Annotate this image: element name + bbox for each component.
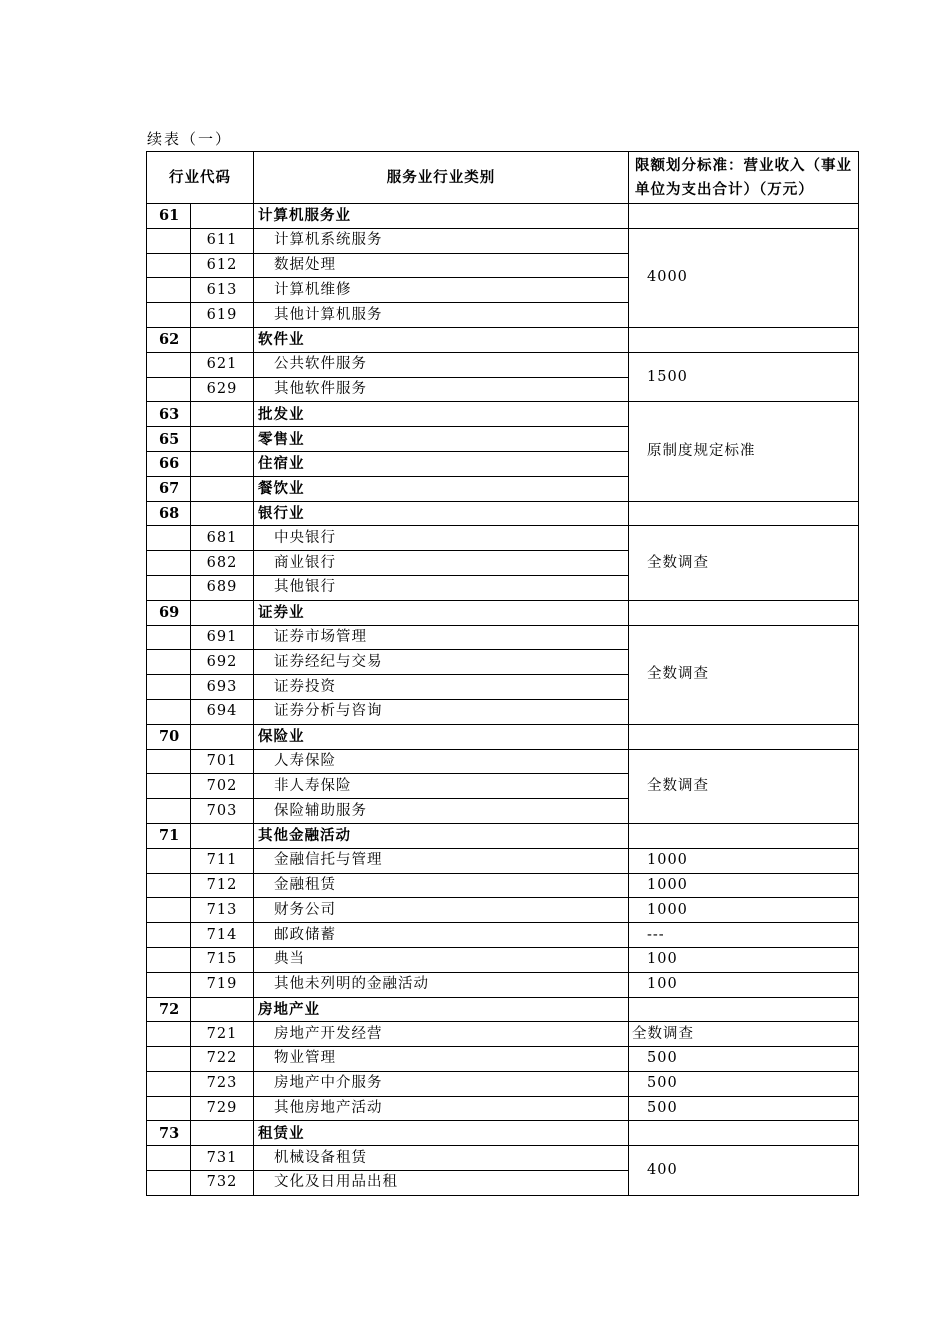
minor-code: 731 (191, 1146, 254, 1171)
threshold-value (629, 600, 859, 625)
minor-code: 689 (191, 575, 254, 600)
category-name: 银行业 (254, 501, 629, 526)
category-name: 其他未列明的金融活动 (254, 972, 629, 997)
threshold-value: 500 (629, 1071, 859, 1096)
threshold-value (629, 327, 859, 352)
table-row (147, 526, 859, 551)
category-name: 商业银行 (254, 551, 629, 576)
category-name: 证券分析与咨询 (254, 699, 629, 724)
minor-code: 613 (191, 278, 254, 303)
table-row (147, 873, 859, 898)
major-code: 66 (147, 451, 191, 476)
minor-code (191, 204, 254, 229)
minor-code: 692 (191, 650, 254, 675)
minor-code: 723 (191, 1071, 254, 1096)
minor-code: 611 (191, 228, 254, 253)
header-row (147, 152, 859, 204)
major-code (147, 774, 191, 799)
minor-code: 721 (191, 1022, 254, 1047)
table-row (147, 327, 859, 352)
minor-code (191, 1121, 254, 1146)
category-name: 证券市场管理 (254, 625, 629, 650)
minor-code: 732 (191, 1171, 254, 1196)
table-row (147, 1146, 859, 1171)
threshold-value (629, 501, 859, 526)
major-code (147, 575, 191, 600)
major-code (147, 947, 191, 972)
table-row (147, 749, 859, 774)
minor-code (191, 600, 254, 625)
category-name: 数据处理 (254, 253, 629, 278)
header-service-category: 服务业行业类别 (254, 152, 629, 204)
threshold-value: 500 (629, 1096, 859, 1121)
major-code (147, 526, 191, 551)
threshold-value: 500 (629, 1047, 859, 1072)
minor-code: 621 (191, 352, 254, 377)
minor-code: 619 (191, 303, 254, 328)
major-code: 65 (147, 427, 191, 452)
category-name: 租赁业 (254, 1121, 629, 1146)
table-row (147, 402, 859, 427)
major-code: 73 (147, 1121, 191, 1146)
minor-code: 711 (191, 848, 254, 873)
minor-code: 703 (191, 799, 254, 824)
table-row (147, 898, 859, 923)
minor-code (191, 451, 254, 476)
minor-code (191, 823, 254, 848)
header-industry-code: 行业代码 (147, 152, 254, 204)
category-name: 其他金融活动 (254, 823, 629, 848)
category-name: 房地产业 (254, 997, 629, 1022)
table-row (147, 204, 859, 229)
table-row (147, 972, 859, 997)
threshold-value (629, 1121, 859, 1146)
threshold-value (629, 997, 859, 1022)
table-row (147, 947, 859, 972)
table-row (147, 352, 859, 377)
major-code: 63 (147, 402, 191, 427)
category-name: 住宿业 (254, 451, 629, 476)
major-code (147, 1071, 191, 1096)
minor-code: 719 (191, 972, 254, 997)
minor-code: 722 (191, 1047, 254, 1072)
minor-code (191, 724, 254, 749)
major-code (147, 253, 191, 278)
major-code (147, 873, 191, 898)
major-code: 70 (147, 724, 191, 749)
minor-code: 694 (191, 699, 254, 724)
table-row (147, 1022, 859, 1047)
major-code (147, 1096, 191, 1121)
category-name: 证券经纪与交易 (254, 650, 629, 675)
table-row (147, 600, 859, 625)
major-code: 61 (147, 204, 191, 229)
category-name: 房地产开发经营 (254, 1022, 629, 1047)
header-threshold-standard: 限额划分标准：营业收入（事业单位为支出合计）（万元） (629, 152, 859, 204)
table-row (147, 1071, 859, 1096)
category-name: 证券投资 (254, 675, 629, 700)
minor-code (191, 501, 254, 526)
major-code (147, 551, 191, 576)
category-name: 保险业 (254, 724, 629, 749)
threshold-value: 全数调查 (629, 1022, 859, 1047)
category-name: 保险辅助服务 (254, 799, 629, 824)
threshold-value: 1500 (629, 352, 859, 402)
major-code (147, 799, 191, 824)
category-name: 计算机维修 (254, 278, 629, 303)
table-row (147, 228, 859, 253)
category-name: 其他房地产活动 (254, 1096, 629, 1121)
threshold-value: 1000 (629, 898, 859, 923)
category-name: 计算机系统服务 (254, 228, 629, 253)
category-name: 非人寿保险 (254, 774, 629, 799)
threshold-value: 100 (629, 972, 859, 997)
table-row (147, 1047, 859, 1072)
category-name: 软件业 (254, 327, 629, 352)
major-code (147, 1047, 191, 1072)
major-code (147, 749, 191, 774)
table-caption: 续表（一） (147, 130, 233, 148)
category-name: 其他计算机服务 (254, 303, 629, 328)
category-name: 中央银行 (254, 526, 629, 551)
category-name: 证券业 (254, 600, 629, 625)
table-row (147, 1121, 859, 1146)
category-name: 公共软件服务 (254, 352, 629, 377)
threshold-value: 原制度规定标准 (629, 402, 859, 501)
industry-standards-table (146, 151, 859, 1196)
major-code: 68 (147, 501, 191, 526)
category-name: 其他软件服务 (254, 377, 629, 402)
category-name: 文化及日用品出租 (254, 1171, 629, 1196)
table-row (147, 923, 859, 948)
threshold-value: 全数调查 (629, 526, 859, 600)
minor-code: 612 (191, 253, 254, 278)
minor-code: 629 (191, 377, 254, 402)
minor-code (191, 402, 254, 427)
threshold-value: 全数调查 (629, 749, 859, 823)
category-name: 房地产中介服务 (254, 1071, 629, 1096)
category-name: 财务公司 (254, 898, 629, 923)
major-code (147, 625, 191, 650)
category-name: 金融租赁 (254, 873, 629, 898)
table-row (147, 724, 859, 749)
minor-code: 691 (191, 625, 254, 650)
minor-code (191, 427, 254, 452)
minor-code (191, 476, 254, 501)
minor-code: 715 (191, 947, 254, 972)
major-code (147, 650, 191, 675)
category-name: 机械设备租赁 (254, 1146, 629, 1171)
category-name: 批发业 (254, 402, 629, 427)
major-code (147, 699, 191, 724)
category-name: 人寿保险 (254, 749, 629, 774)
major-code: 72 (147, 997, 191, 1022)
minor-code: 693 (191, 675, 254, 700)
major-code (147, 303, 191, 328)
major-code (147, 352, 191, 377)
minor-code: 681 (191, 526, 254, 551)
threshold-value: 1000 (629, 848, 859, 873)
minor-code: 712 (191, 873, 254, 898)
minor-code (191, 997, 254, 1022)
threshold-value: --- (629, 923, 859, 948)
major-code: 67 (147, 476, 191, 501)
minor-code: 729 (191, 1096, 254, 1121)
major-code (147, 972, 191, 997)
major-code (147, 228, 191, 253)
major-code (147, 1022, 191, 1047)
major-code: 69 (147, 600, 191, 625)
category-name: 金融信托与管理 (254, 848, 629, 873)
minor-code: 682 (191, 551, 254, 576)
table-row (147, 848, 859, 873)
category-name: 其他银行 (254, 575, 629, 600)
table-row (147, 625, 859, 650)
minor-code: 713 (191, 898, 254, 923)
category-name: 零售业 (254, 427, 629, 452)
threshold-value: 1000 (629, 873, 859, 898)
category-name: 邮政储蓄 (254, 923, 629, 948)
major-code (147, 1146, 191, 1171)
minor-code: 714 (191, 923, 254, 948)
table-row (147, 1096, 859, 1121)
threshold-value: 全数调查 (629, 625, 859, 724)
threshold-value (629, 823, 859, 848)
minor-code: 701 (191, 749, 254, 774)
minor-code: 702 (191, 774, 254, 799)
major-code (147, 675, 191, 700)
threshold-value (629, 204, 859, 229)
threshold-value: 100 (629, 947, 859, 972)
table-row (147, 823, 859, 848)
category-name: 典当 (254, 947, 629, 972)
category-name: 计算机服务业 (254, 204, 629, 229)
category-name: 物业管理 (254, 1047, 629, 1072)
major-code (147, 278, 191, 303)
major-code (147, 923, 191, 948)
table-row (147, 501, 859, 526)
minor-code (191, 327, 254, 352)
major-code (147, 1171, 191, 1196)
threshold-value: 400 (629, 1146, 859, 1196)
table-row (147, 997, 859, 1022)
major-code (147, 377, 191, 402)
major-code (147, 848, 191, 873)
major-code (147, 898, 191, 923)
threshold-value: 4000 (629, 228, 859, 327)
major-code: 71 (147, 823, 191, 848)
threshold-value (629, 724, 859, 749)
category-name: 餐饮业 (254, 476, 629, 501)
major-code: 62 (147, 327, 191, 352)
